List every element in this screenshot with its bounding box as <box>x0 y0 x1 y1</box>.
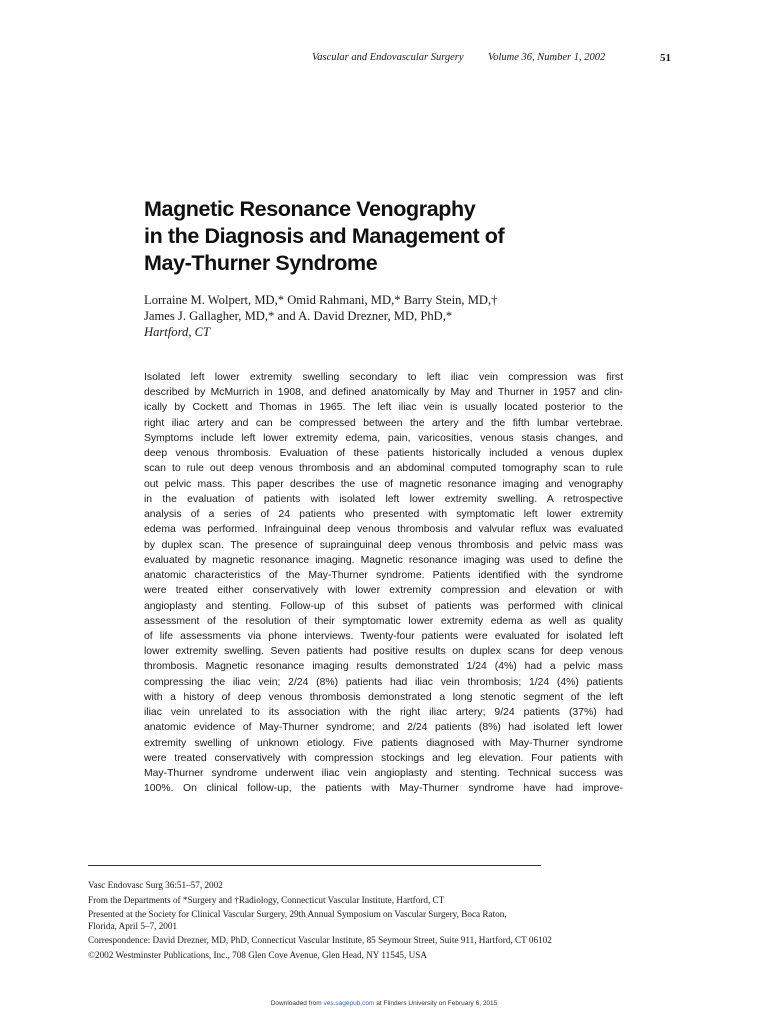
title-line: May-Thurner Syndrome <box>144 251 378 275</box>
abstract-line: thrombosis. Magnetic resonance imaging results demonstrated 1/24 (4%) had a pelvic mass <box>144 661 623 673</box>
abstract-line: iliac vein unrelated to its association with the right iliac artery; 9/24 patients (37%) had <box>144 707 623 719</box>
author-location: Hartford, CT <box>144 325 211 339</box>
abstract-line: out pelvic mass. This paper describes the use of magnetic resonance imaging and venography <box>144 478 623 490</box>
abstract-line: were treated conservatively with compression stockings and leg elevation. Four patients with <box>144 752 623 764</box>
volume-info: Volume 36, Number 1, 2002 <box>488 52 606 63</box>
abstract-line: Isolated left lower extremity swelling secondary to left iliac vein compression was first <box>144 372 623 383</box>
running-header <box>0 52 768 68</box>
abstract-line: described by McMurrich in 1908, and defined anatomically by May and Thurner in 1957 and clin- <box>144 387 623 399</box>
abstract-line: with a history of deep venous thrombosis demonstrated a long stenotic segment of the left <box>144 691 623 703</box>
abstract-line: were treated either conservatively with lower extremity compression and elevation or with <box>144 585 623 597</box>
abstract-line: scan to rule out deep venous thrombosis and an abdominal computed tomography scan to rule <box>144 463 623 475</box>
abstract <box>144 370 623 797</box>
footnotes <box>88 880 688 964</box>
title-line: in the Diagnosis and Management of <box>144 224 505 248</box>
abstract-line: right iliac artery and can be compressed between the artery and the fifth lumbar vertebrae. <box>144 417 623 429</box>
abstract-line: edema was performed. Infrainguinal deep venous thrombosis and valvular reflux was evaluated <box>144 524 623 536</box>
abstract-line: ically by Cockett and Thomas in 1965. The left iliac vein is usually located posterior to the <box>144 402 623 414</box>
abstract-line: angioplasty and stenting. Follow-up of this subset of patients was performed with clinical <box>144 600 623 612</box>
author-line: Lorraine M. Wolpert, MD,* Omid Rahmani, MD,* Barry Stein, MD,† <box>144 293 498 307</box>
abstract-line: 100%. On clinical follow-up, the patients with May-Thurner syndrome have had improve- <box>144 783 623 795</box>
abstract-line: by duplex scan. The presence of suprainguinal deep venous thrombosis and pelvic mass was <box>144 539 623 551</box>
abstract-line: extremity swelling of unknown etiology. Five patients diagnosed with May-Thurner syndrome <box>144 737 623 749</box>
abstract-line: analysis of a series of 24 patients who presented with symptomatic left lower extremity <box>144 509 623 521</box>
author-names: James J. Gallagher, MD,* and A. David Drezner, MD, PhD,* <box>144 309 453 323</box>
abstract-line: lower extremity swelling. Seven patients had positive results on duplex scans for deep venous <box>144 646 623 658</box>
abstract-line: in the evaluation of patients with isolated left lower extremity swelling. A retrospective <box>144 493 623 505</box>
author-line <box>144 308 664 340</box>
copyright: ©2002 Westminster Publications, Inc., 708 Glen Cove Avenue, Glen Head, NY 11545, USA <box>88 949 427 960</box>
abstract-line: compressing the iliac vein; 2/24 (8%) patients had iliac vein thrombosis; 1/24 (4%) patients <box>144 676 623 688</box>
presented-at-cont: Florida, April 5–7, 2001 <box>88 920 178 931</box>
correspondence: Correspondence: David Drezner, MD, PhD, Connecticut Vascular Institute, 85 Seymour Street, Suite 911, Hartford, CT 06102 <box>88 935 552 945</box>
download-prefix: Downloaded from <box>270 1000 322 1007</box>
presented-at: Presented at the Society for Clinical Vascular Surgery, 29th Annual Symposium on Vascular Surgery, Boca Raton, <box>88 909 507 919</box>
abstract-line: evaluated by magnetic resonance imaging. Magnetic resonance imaging was used to define the <box>144 554 623 566</box>
abstract-line: Symptoms include left lower extremity edema, pain, varicosities, venous stasis changes, and <box>144 432 623 444</box>
abstract-line: May-Thurner syndrome underwent iliac vein angioplasty and stenting. Technical success was <box>144 768 623 780</box>
page-number: 51 <box>660 52 671 64</box>
download-suffix: at Flinders University on February 6, 2015 <box>376 1000 498 1007</box>
abstract-line: of life assessments via phone interviews. Twenty-four patients were evaluated for isolated left <box>144 630 623 642</box>
abstract-line: deep venous thrombosis. Evaluation of these patients historically included a venous duplex <box>144 448 623 460</box>
author-list <box>144 292 664 340</box>
article-title <box>144 196 644 277</box>
abstract-line: assessment of the resolution of their symptomatic lower extremity edema as well as quality <box>144 615 623 627</box>
affiliation: From the Departments of *Surgery and †Radiology, Connecticut Vascular Institute, Hartford, CT <box>88 894 445 905</box>
abstract-line: anatomic evidence of May-Thurner syndrome; and 2/24 patients (8%) had isolated left lower <box>144 722 623 734</box>
download-notice <box>0 1000 768 1007</box>
citation: Vasc Endovasc Surg 36:51–57, 2002 <box>88 880 223 890</box>
journal-name: Vascular and Endovascular Surgery <box>312 52 464 63</box>
abstract-line: anatomic characteristics of the May-Thurner syndrome. Patients identified with the syndrome <box>144 570 623 582</box>
download-link[interactable]: ves.sagepub.com <box>323 1000 375 1007</box>
footnote-divider <box>88 865 541 866</box>
title-line: Magnetic Resonance Venography <box>144 197 476 221</box>
